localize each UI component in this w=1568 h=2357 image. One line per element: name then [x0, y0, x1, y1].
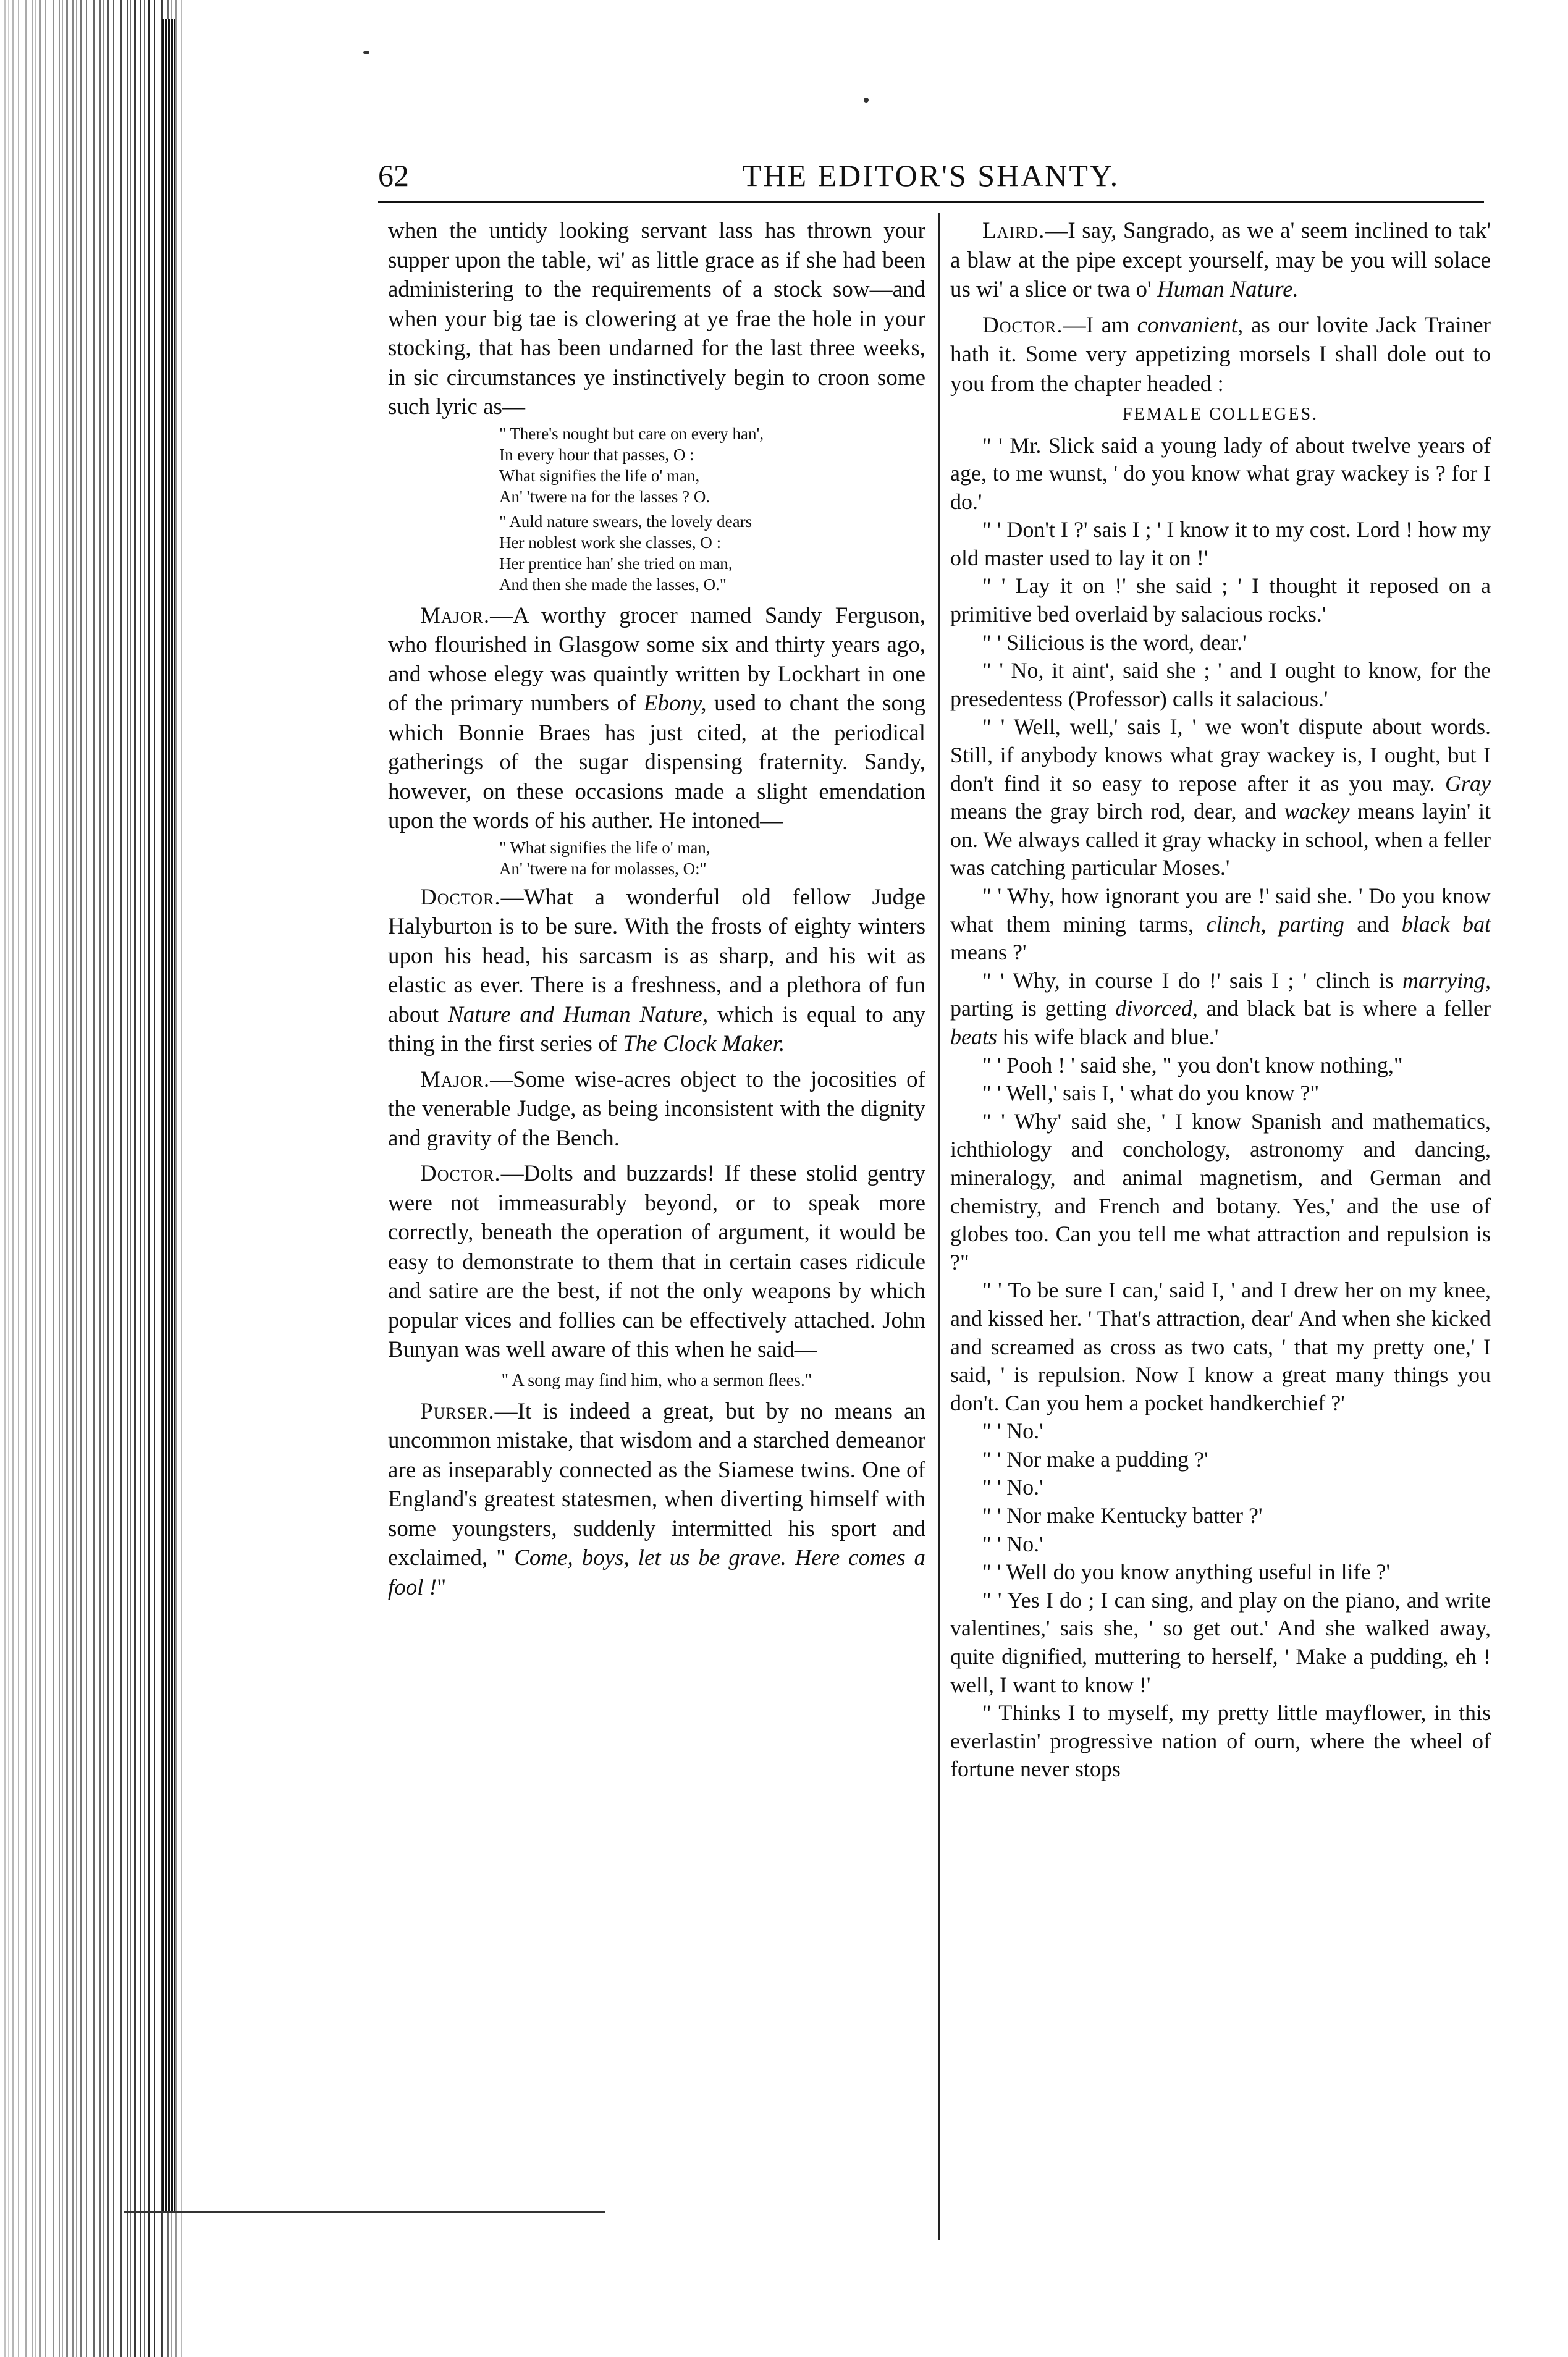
- extract-paragraph: " ' Nor make a pudding ?': [982, 1446, 1208, 1472]
- verse-line: In every hour that passes, O :: [499, 445, 694, 464]
- extract-paragraph: " ' Pooh ! ' said she, " you don't know nothing,": [982, 1052, 1403, 1077]
- book-binding-gutter: [0, 0, 185, 2357]
- bunyan-quote: " A song may find him, who a sermon flees.": [501, 1370, 812, 1390]
- extract-paragraph: " ' Don't I ?' sais I ; ' I know it to my cost. Lord ! how my old master used to lay it on !': [950, 517, 1491, 570]
- speech-doctor-2: Doctor.—Dolts and buzzards! If these stolid gentry were not immeasurably beyond, or to speak more correctly, beneath the operation of argument, it would be easy to demonstrate to them that in certain cases ridicule and satire are the best, if not the only weapons by which popular vices and follies can be effectively attached. John Bunyan was well aware of this when he said—: [388, 1161, 925, 1362]
- verse-line: Her prentice han' she tried on man,: [499, 554, 733, 573]
- speaker-name: Doctor.: [982, 312, 1063, 338]
- extract-paragraph: " ' Lay it on !' she said ; ' I thought it reposed on a primitive bed overlaid by salacious rocks.': [950, 573, 1491, 627]
- print-speck: [864, 98, 869, 103]
- bottom-edge-rule: [124, 2211, 605, 2213]
- extract-paragraph: " ' Silicious is the word, dear.': [982, 630, 1247, 655]
- extract-paragraph: " ' Well,' sais I, ' what do you know ?": [982, 1081, 1320, 1106]
- verse-line: And then she made the lasses, O.": [499, 575, 727, 594]
- extract-paragraph: " ' Why' said she, ' I know Spanish and mathematics, ichthiology and conchology, astronomy and dancing, mineralogy, and animal magnetism, and German and chemistry, and French and botany. Yes,' and the use of globes too. Can you tell me what attraction and repulsion is ?": [950, 1108, 1491, 1275]
- speech-laird: Laird.—I say, Sangrado, as we a' seem inclined to tak' a blaw at the pipe except yourself, may be you will solace us wi' a slice or twa o' Human Nature.: [950, 218, 1491, 302]
- extract-paragraph: " Thinks I to myself, my pretty little mayflower, in this everlastin' progressive nation of ourn, where the wheel of fortune never stops: [950, 1700, 1491, 1782]
- speech-major-2: Major.—Some wise-acres object to the jocosities of the venerable Judge, as being inconsistent with the dignity and gravity of the Bench.: [388, 1066, 925, 1151]
- extract-passage: [950, 432, 1491, 1784]
- verse-line: What signifies the life o' man,: [499, 466, 700, 485]
- extract-paragraph: " ' Mr. Slick said a young lady of about twelve years of age, to me wunst, ' do you know what gray wackey is ? for I do.': [950, 432, 1491, 514]
- extract-paragraph: " ' Why, how ignorant you are !' said she. ' Do you know what them mining tarms, clinch, parting and black bat means ?': [950, 883, 1491, 965]
- speaker-name: Laird.: [982, 218, 1045, 243]
- extract-paragraph: " ' No.': [982, 1531, 1043, 1556]
- left-column: [388, 216, 925, 1602]
- verse-line: " There's nought but care on every han',: [499, 424, 764, 443]
- speaker-name: Doctor.: [420, 1161, 501, 1186]
- verse-stanza-1: [388, 423, 925, 507]
- verse-line: " What signifies the life o' man,: [499, 838, 710, 857]
- extract-paragraph: " ' Well do you know anything useful in life ?': [982, 1559, 1391, 1585]
- binding-edge-shadow: [162, 19, 175, 2212]
- extract-paragraph: " ' No.': [982, 1419, 1043, 1444]
- speaker-name: Major.: [420, 1066, 491, 1092]
- speaker-name: Purser.: [420, 1398, 495, 1424]
- verse-line: An' 'twere na for the lasses ? O.: [499, 487, 710, 506]
- speaker-name: Major.: [420, 602, 491, 628]
- extract-paragraph: " ' No, it aint', said she ; ' and I ought to know, for the presedentess (Professor) calls it salacious.': [950, 658, 1491, 711]
- print-speck: [363, 51, 369, 54]
- extract-paragraph: " ' No.': [982, 1475, 1043, 1500]
- extract-paragraph: " ' To be sure I can,' said I, ' and I drew her on my knee, and kissed her. ' That's attraction, dear' And when she kicked and screamed as cross as two cats, ' that my pretty one,' I said, ' is repulsion. Now I know a great many things you don't. Can you hem a pocket handkerchief ?': [950, 1278, 1491, 1415]
- column-divider: [938, 213, 940, 2240]
- verse-line: Her noblest work she classes, O :: [499, 533, 722, 552]
- paragraph-intro: when the untidy looking servant lass has thrown your supper upon the table, wi' as little grace as if she had been administering to the requirements of a stock sow—and when your big tae is clowering at ye frae the hole in your stocking, that has been undarned for the last three weeks, in sic circumstances ye instinctively begin to croon some such lyric as—: [388, 218, 925, 420]
- speech-doctor-1: Doctor.—What a wonderful old fellow Judge Halyburton is to be sure. With the frosts of eighty winters upon his head, his sarcasm is as sharp, and his wit as elastic as ever. There is a freshness, and a plethora of fun about Nature and Human Nature, which is equal to any thing in the first series of The Clock Maker.: [388, 884, 925, 1056]
- page-header: [378, 158, 1484, 203]
- page-number: 62: [378, 158, 409, 193]
- speaker-name: Doctor.: [420, 884, 501, 910]
- extract-paragraph: " ' Nor make Kentucky batter ?': [982, 1503, 1263, 1528]
- verse-stanza-2: [388, 511, 925, 595]
- right-column: [950, 216, 1491, 1784]
- running-title: THE EDITOR'S SHANTY.: [742, 158, 1120, 193]
- speech-major-1: Major.—A worthy grocer named Sandy Ferguson, who flourished in Glasgow some six and thirty years ago, and whose elegy was quaintly written by Lockhart in one of the primary numbers of Ebony, used to chant the song which Bonnie Braes has just cited, at the periodical gatherings of the sugar dispensing fraternity. Sandy, however, on these occasions made a slight emendation upon the words of his auther. He intoned—: [388, 602, 925, 833]
- verse-line: " Auld nature swears, the lovely dears: [499, 512, 752, 531]
- extract-paragraph: " ' Yes I do ; I can sing, and play on the piano, and write valentines,' sais she, ' so get out.' And she walked away, quite dignified, muttering to herself, ' Make a pudding, eh ! well, I want to know !': [950, 1587, 1491, 1697]
- speech-doctor-3: Doctor.—I am convanient, as our lovite Jack Trainer hath it. Some very appetizing morsels I shall dole out to you from the chapter headed :: [950, 312, 1491, 397]
- verse-line: An' 'twere na for molasses, O:": [499, 859, 707, 878]
- speech-purser: Purser.—It is indeed a great, but by no means an uncommon mistake, that wisdom and a starched demeanor are as inseparably connected as the Siamese twins. One of England's greatest statesmen, when diverting himself with some youngsters, suddenly intermitted his sport and exclaimed, " Come, boys, let us be grave. Here comes a fool !": [388, 1398, 926, 1600]
- chapter-heading: FEMALE COLLEGES.: [1122, 405, 1319, 424]
- verse-stanza-3: [388, 837, 925, 879]
- extract-paragraph: " ' Why, in course I do !' sais I ; ' clinch is marrying, parting is getting divorced, and black bat is where a feller beats his wife black and blue.': [950, 968, 1491, 1049]
- extract-paragraph: " ' Well, well,' sais I, ' we won't dispute about words. Still, if anybody knows what gray wackey is, I ought, but I don't find it so easy to repose after it as you may. Gray means the gray birch rod, dear, and wackey means layin' it on. We always called it gray whacky in school, when a feller was catching particular Moses.': [950, 714, 1491, 880]
